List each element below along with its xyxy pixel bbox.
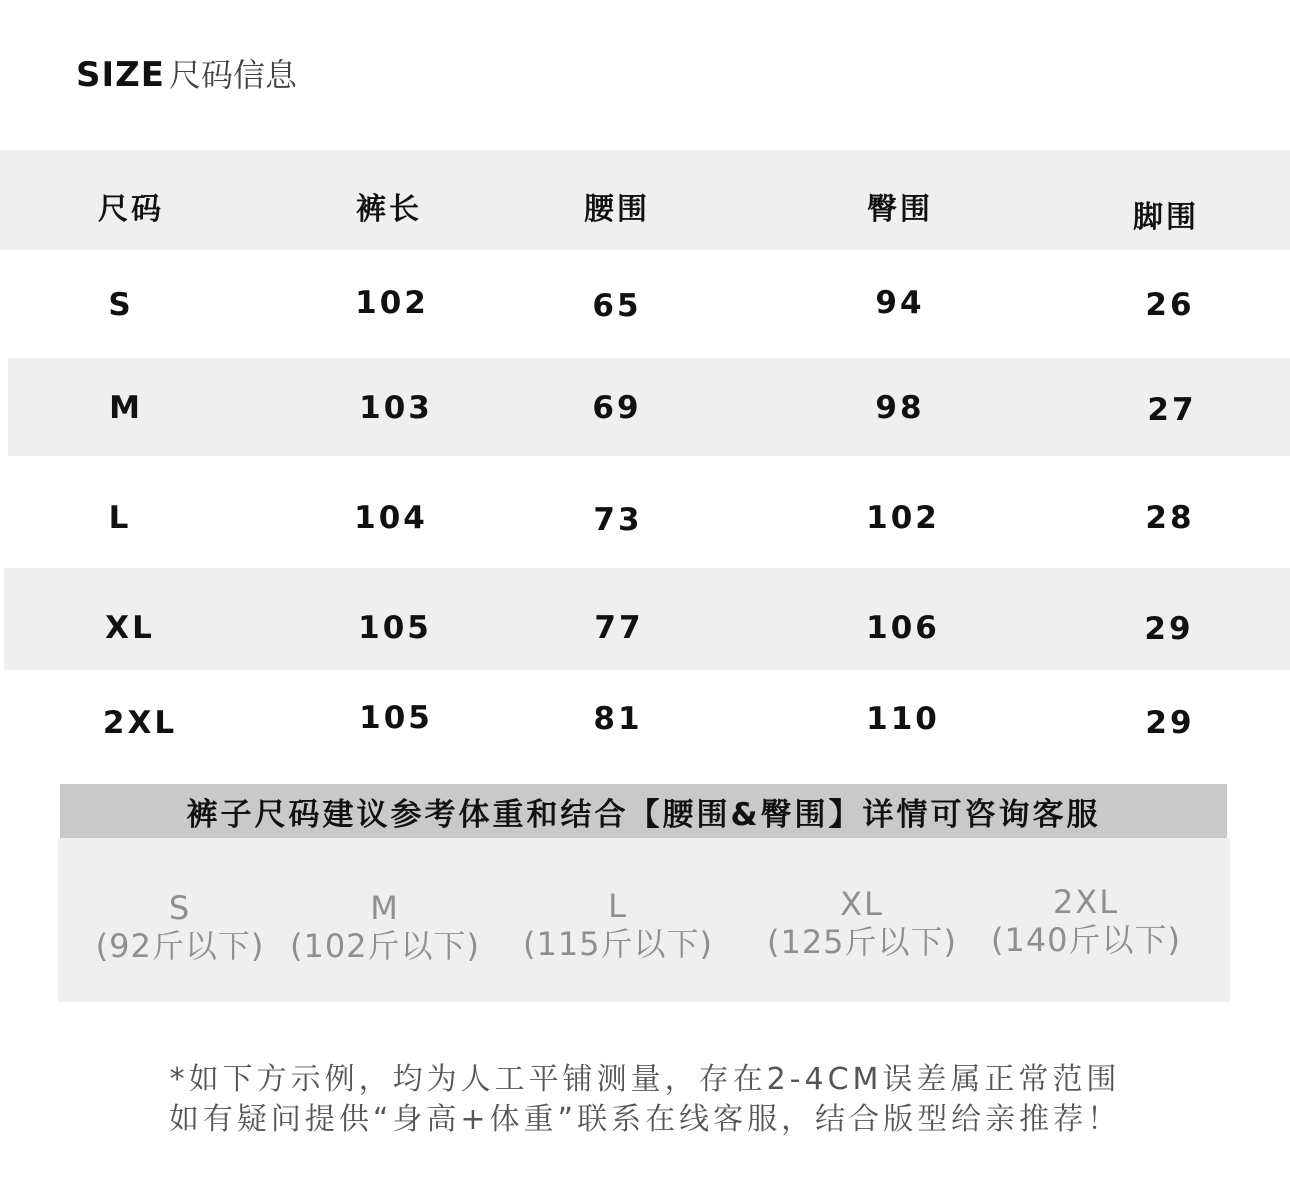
row-leg-opening: 26 (1145, 287, 1195, 323)
weight-item (96, 890, 265, 966)
weight-limit: (115斤以下) (522, 925, 714, 963)
row-length: 103 (359, 390, 433, 426)
page-title (76, 50, 297, 102)
row-leg-opening: 27 (1147, 392, 1197, 428)
row-length: 105 (359, 700, 433, 736)
row-waist: 69 (592, 390, 642, 426)
row-hip: 94 (875, 285, 925, 321)
row-length: 102 (355, 285, 429, 321)
row-waist: 77 (594, 610, 644, 646)
advice-text: 裤子尺码建议参考体重和结合【腰围&臀围】详情可咨询客服 (186, 796, 1101, 833)
row-size: L (108, 500, 132, 536)
row-waist: 65 (592, 288, 642, 324)
weight-item (290, 890, 480, 966)
row-hip: 110 (866, 701, 940, 737)
weight-item (523, 888, 713, 964)
row-length: 105 (358, 610, 432, 646)
header-size: 尺码 (98, 192, 164, 227)
row-leg-opening: 29 (1145, 705, 1195, 741)
row-size: XL (105, 610, 155, 646)
weight-size: XL (840, 885, 884, 923)
row-size: 2XL (102, 705, 178, 741)
weight-limit: (125斤以下) (766, 923, 958, 961)
weight-limit: (140斤以下) (990, 921, 1182, 959)
row-band-xl (4, 568, 1290, 670)
weight-limit: (92斤以下) (95, 927, 265, 965)
weight-item (991, 884, 1181, 960)
measurement-note: *如下方示例，均为人工平铺测量，存在2-4CM误差属正常范围 (169, 1062, 1121, 1097)
row-size: M (109, 390, 143, 426)
row-size: S (108, 287, 134, 323)
row-leg-opening: 28 (1145, 500, 1195, 536)
row-hip: 102 (866, 500, 940, 536)
header-length: 裤长 (356, 192, 422, 227)
title-en: SIZE (76, 55, 166, 95)
weight-size: 2XL (1052, 883, 1120, 921)
header-leg-opening: 脚围 (1133, 200, 1199, 235)
weight-limit: (102斤以下) (289, 927, 481, 965)
weight-item (767, 886, 957, 962)
header-hip: 臀围 (867, 192, 933, 227)
row-hip: 98 (875, 390, 925, 426)
row-leg-opening: 29 (1144, 611, 1194, 647)
row-waist: 73 (593, 502, 643, 538)
weight-guide-panel (58, 838, 1230, 1002)
weight-size: L (608, 887, 628, 925)
advice-banner (60, 784, 1227, 838)
contact-note: 如有疑问提供“身高+体重”联系在线客服，结合版型给亲推荐！ (168, 1102, 1122, 1137)
weight-size: S (168, 889, 192, 927)
row-length: 104 (354, 500, 428, 536)
title-cn: 尺码信息 (169, 56, 298, 94)
header-waist: 腰围 (584, 192, 650, 227)
row-hip: 106 (866, 610, 940, 646)
row-band-m (8, 358, 1290, 456)
row-waist: 81 (593, 701, 643, 737)
weight-size: M (370, 889, 400, 927)
